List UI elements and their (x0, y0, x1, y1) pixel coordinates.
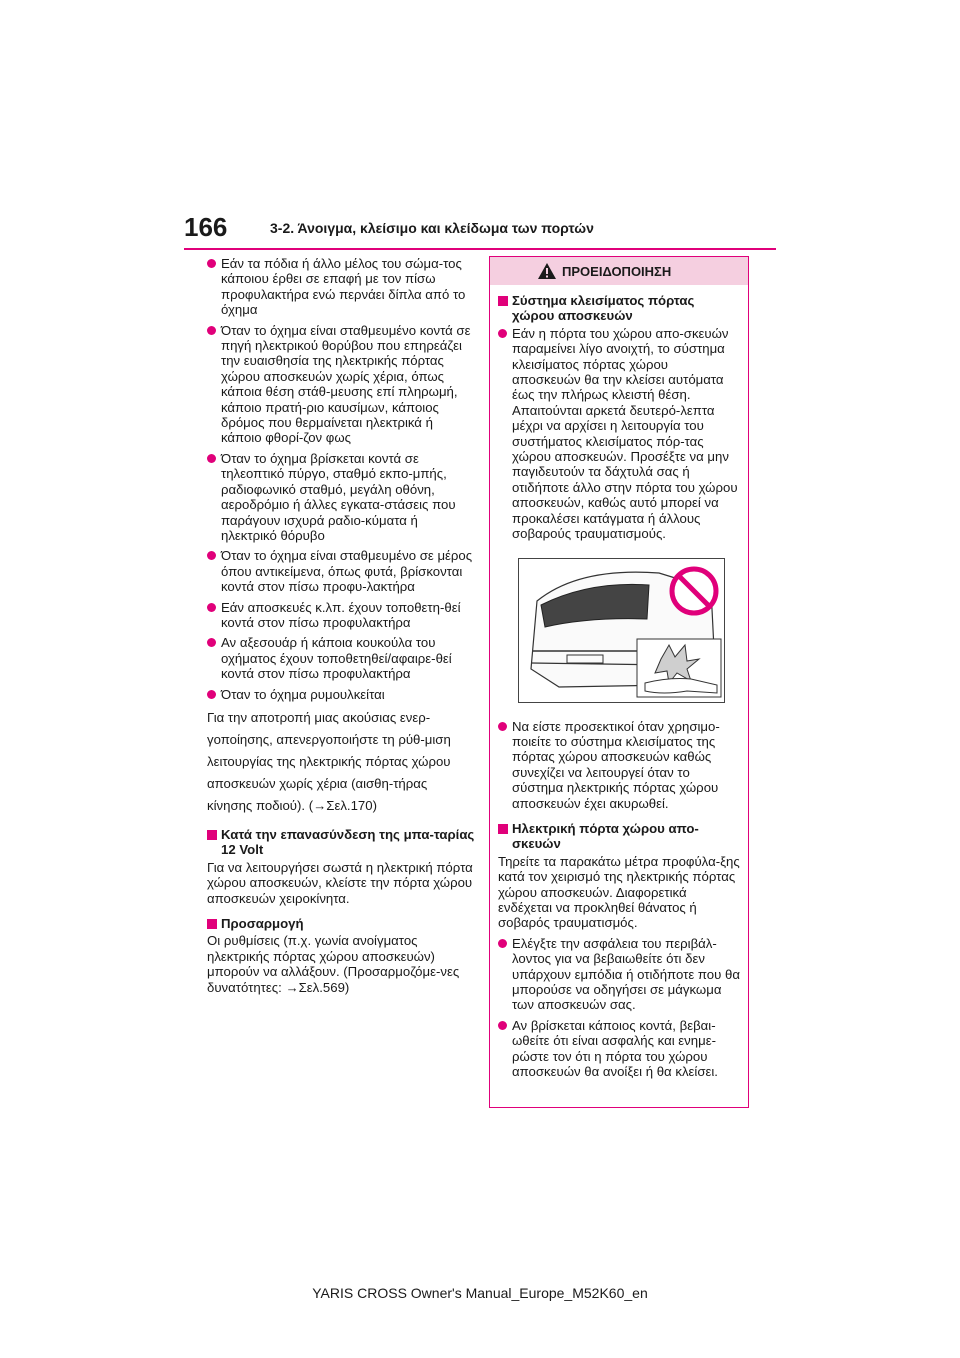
list-item: Αν βρίσκεται κάποιος κοντά, βεβαι-ωθείτε ότι είναι ασφαλής και ενημε-ρώστε τον ότι η πόρτα του χώρου αποσκευών θα ανοίξει ή θα κλείσει. (498, 1018, 740, 1080)
square-bullet-icon (498, 824, 508, 834)
paragraph-customization: Οι ρυθμίσεις (π.χ. γωνία ανοίγματος ηλεκτρικής πόρτας χώρου αποσκευών) μπορούν να αλλάξουν. (Προσαρμοζόμε-νες δυνατότητες: →Σελ.569) (207, 933, 460, 995)
page-number: 166 (184, 212, 228, 242)
list-item: Εάν η πόρτα του χώρου απο-σκευών παραμείνει λίγο ανοιχτή, το σύστημα κλεισίματος πόρτας χώρου αποσκευών θα την κλείσει αυτόματα έως την πλήρως κλειστή θέση. Απαιτούνται αρκετά δευτερό-λεπτα μέχρι να αρχίσει η λειτουργία του συστήματος κλεισίματος πόρ-τας χώρου αποσκευών. Προσέξτε να μην παγιδευτούν τα δάχτυλά σας ή οτιδήποτε άλλο στην πόρτα του χώρου αποσκευών, καθώς αυτό μπορεί να προκαλέσει κατάγματα ή άλλους σοβαρούς τραυματισμούς. (498, 326, 740, 542)
warning-box (489, 256, 749, 1108)
list-item: Όταν το όχημα βρίσκεται κοντά σε τηλεοπτικό πύργο, σταθμό εκπο-μπής, ραδιοφωνικό σταθμό, μεγάλη οθόνη, αεροδρόμιο ή άλλες εγκατα-στάσεις που παράγουν ισχυρά ραδιο-κύματα ή ηλεκτρικό θόρυβο (207, 451, 475, 543)
list-item: Όταν το όχημα ρυμουλκείται (207, 687, 475, 702)
list-item: Εάν αποσκευές κ.λπ. έχουν τοποθετη-θεί κοντά στον πίσω προφυλακτήρα (207, 600, 475, 631)
left-column (207, 256, 475, 995)
paragraph-battery: Για να λειτουργήσει σωστά η ηλεκτρική πόρτα χώρου αποσκευών, κλείστε την πόρτα χώρου αποσκευών χειροκίνητα. (207, 859, 473, 906)
page-header (184, 212, 776, 252)
list-item: Όταν το όχημα είναι σταθμευμένο κοντά σε πηγή ηλεκτρικού θορύβου που επηρεάζει την ευαισθησία της ηλεκτρικής πόρτας χώρου αποσκευών χωρίς χέρια, όπως κάποια θέση στάθ-μευσης επί πληρωμή, κάποιο πρατή-ριο καυσίμων, κάποιος δρόμος που θερμαίνεται ηλεκτρικά ή κάποιο φθορί-ζον φως (207, 323, 475, 446)
bullet-icon (207, 454, 216, 463)
section-heading-battery: Κατά την επανασύνδεση της μπα-ταρίας 12 Volt (207, 827, 475, 858)
bullet-icon (207, 638, 216, 647)
bullet-icon (207, 551, 216, 560)
warning-paragraph: Τηρείτε τα παρακάτω μέτρα προφύλα-ξης κατά τον χειρισμό της ηλεκτρικής πόρτας χώρου αποσκευών. Διαφορετικά ενδέχεται να προκληθεί θάνατος ή σοβαρός τραυματισμός. (498, 853, 740, 931)
list-item: Όταν το όχημα είναι σταθμευμένο σε μέρος όπου αντικείμενα, όπως φυτά, βρίσκονται κοντά στον πίσω προφυ-λακτήρα (207, 548, 475, 594)
list-item: Εάν τα πόδια ή άλλο μέλος του σώμα-τος κάποιου έρθει σε επαφή με τον πίσω προφυλακτήρα ενώ περνάει δίπλα από το όχημα (207, 256, 475, 318)
list-item: Ελέγξτε την ασφάλεια του περιβάλ-λοντος για να βεβαιωθείτε ότι δεν υπάρχουν εμπόδια ή οτιδήποτε που θα μπορούσε να οδηγήσει σε μάγκωμα των αποσκευών σας. (498, 936, 740, 1013)
warning-section-closer: Σύστημα κλεισίματος πόρτας χώρου αποσκευών (498, 293, 740, 324)
bullet-icon (207, 326, 216, 335)
list-item: Να είστε προσεκτικοί όταν χρησιμο-ποιείτε το σύστημα κλεισίματος της πόρτας χώρου αποσκευών καθώς συνεχίζει να λειτουργεί όταν το σύστημα ηλεκτρικής πόρτας χώρου αποσκευών έχει ακυρωθεί. (498, 719, 740, 811)
bullet-icon (498, 329, 507, 338)
warning-title: ΠΡΟΕΙΔΟΠΟΙΗΣΗ (562, 264, 672, 279)
square-bullet-icon (207, 830, 217, 840)
paragraph-deactivation: Για την αποτροπή μιας ακούσιας ενερ-γοποίησης, απενεργοποιήστε τη ρύθ-μιση λειτουργίας της ηλεκτρικής πόρτας χώρου αποσκευών χωρίς χέρια (αισθη-τήρας κίνησης ποδιού). (→Σελ.170) (207, 709, 451, 813)
bullet-icon (207, 603, 216, 612)
warning-body (490, 285, 748, 1079)
page-footer: YARIS CROSS Owner's Manual_Europe_M52K60_en (312, 1285, 648, 1301)
list-item: Αν αξεσουάρ ή κάποια κουκούλα του οχήματος έχουν τοποθετηθεί/αφαιρε-θεί κοντά στον πίσω προφυλακτήρα (207, 635, 475, 681)
warning-header (490, 257, 748, 285)
bullet-icon (207, 690, 216, 699)
bullet-icon (207, 259, 216, 268)
warning-section-power-door: Ηλεκτρική πόρτα χώρου απο-σκευών (498, 821, 740, 852)
section-heading-customization: Προσαρμογή (207, 916, 475, 931)
tailgate-pinch-illustration (518, 558, 725, 703)
chapter-title: 3-2. Άνοιγμα, κλείσιμο και κλείδωμα των πορτών (270, 220, 594, 236)
bullet-icon (498, 939, 507, 948)
square-bullet-icon (498, 296, 508, 306)
header-rule (184, 248, 776, 250)
bullet-icon (498, 722, 507, 731)
square-bullet-icon (207, 919, 217, 929)
car-rear-hand-icon (519, 559, 724, 702)
warning-triangle-icon (537, 262, 557, 280)
bullet-icon (498, 1021, 507, 1030)
